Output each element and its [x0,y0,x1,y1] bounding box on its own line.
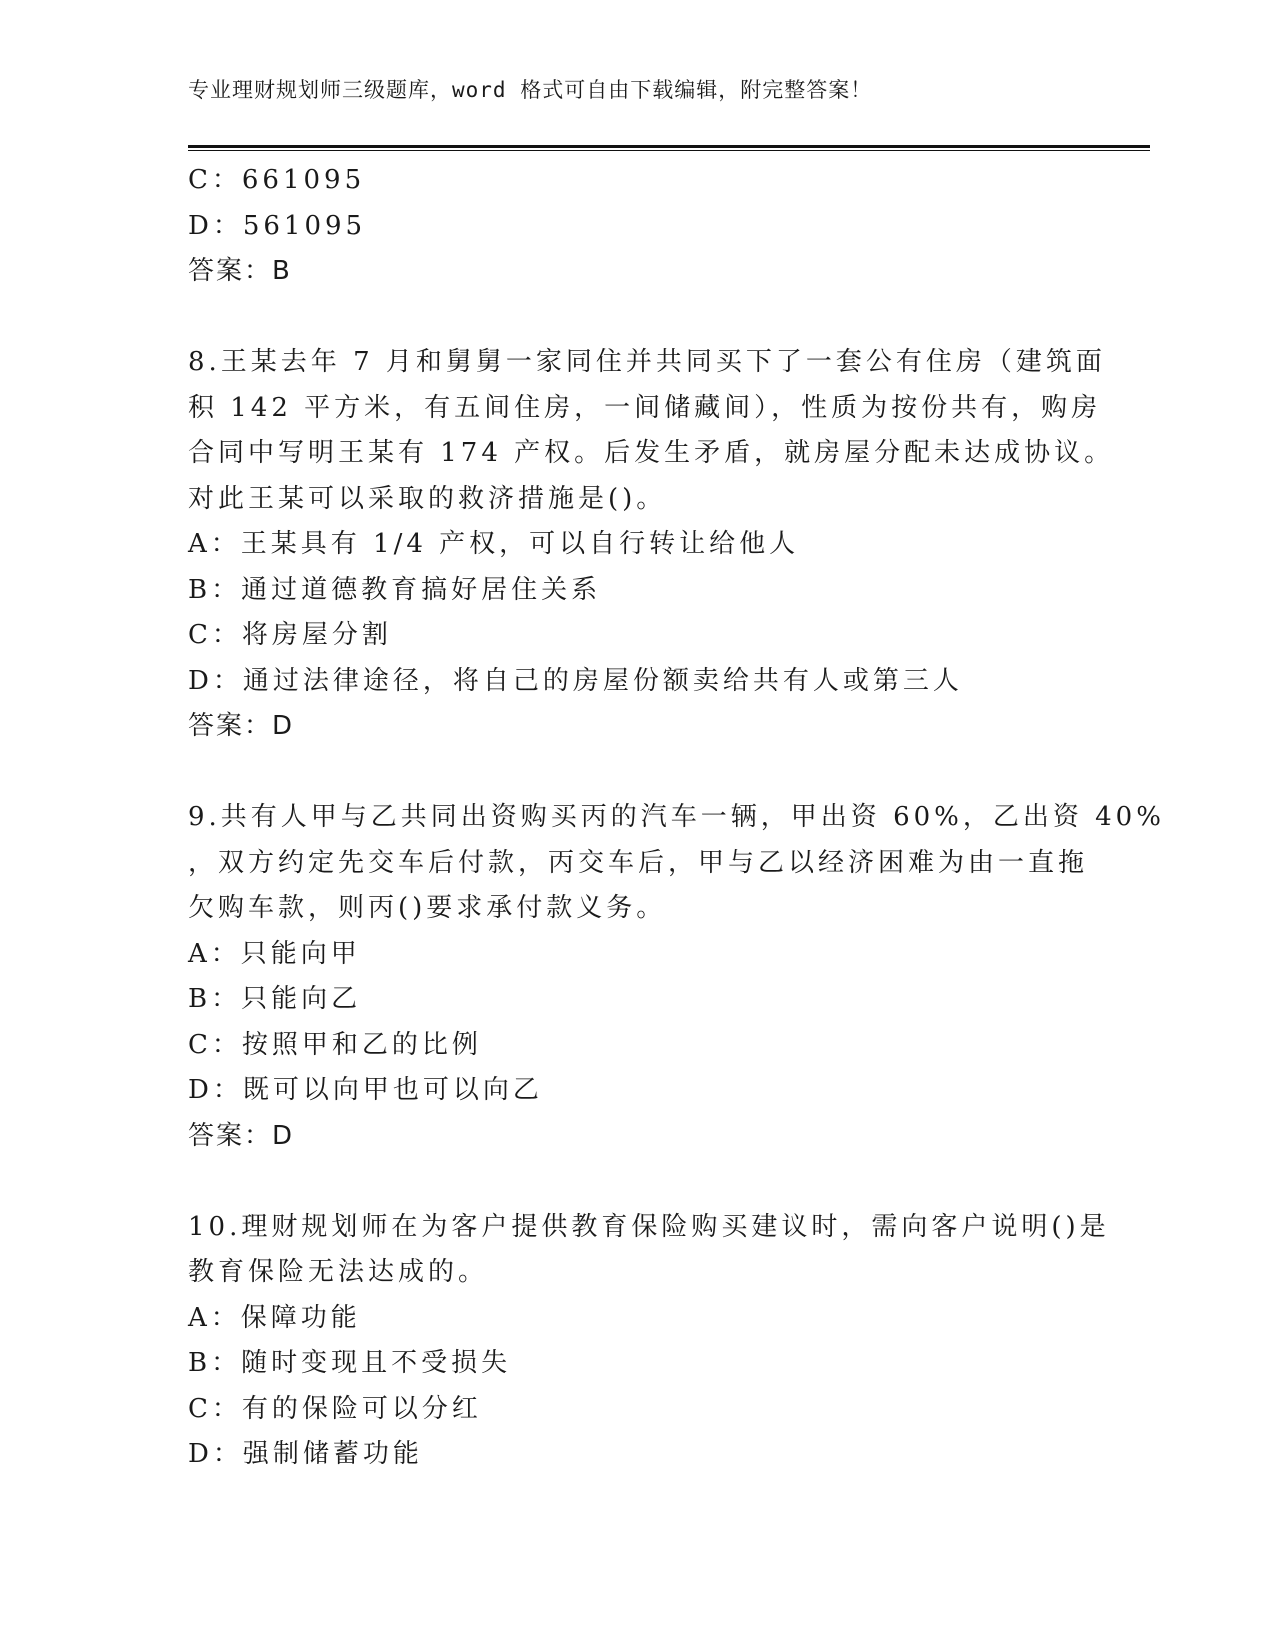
q8-option-c: C：将房屋分割 [188,620,392,650]
question-content [188,158,1165,1478]
header-rule-thick [188,145,1150,148]
q8-option-a: A：王某具有 1/4 产权，可以自行转让给他人 [188,529,800,559]
prev-option-d: D：561095 [188,210,367,241]
q8-stem-line: 积 142 平方米，有五间住房，一间储藏间），性质为按份共有，购房 [188,392,1102,423]
q9-stem-line: 9.共有人甲与乙共同出资购买丙的汽车一辆，甲出资 60%，乙出资 40% [188,802,1165,832]
q8-option-b: B：通过道德教育搞好居住关系 [188,574,602,605]
q10-option-a: A：保障功能 [188,1302,361,1333]
page-header: 专业理财规划师三级题库，word 格式可自由下载编辑，附完整答案！ [188,78,873,102]
q10-option-d: D：强制储蓄功能 [188,1439,423,1469]
spacer [188,295,1088,341]
q9-stem-line: 欠购车款，则丙()要求承付款义务。 [188,893,667,923]
q10-option-b: B：随时变现且不受损失 [188,1348,512,1378]
q9-answer: 答案：D [188,1120,295,1151]
q10-stem-line: 10.理财规划师在为客户提供教育保险购买建议时，需向客户说明()是 [188,1211,1110,1242]
q8-answer: 答案：D [188,711,295,741]
spacer [188,1159,1088,1205]
q8-stem-line: 合同中写明王某有 174 产权。后发生矛盾，就房屋分配未达成协议。 [188,438,1115,468]
prev-option-c: C：661095 [188,165,366,195]
q9-stem-line: ，双方约定先交车后付款，丙交车后，甲与乙以经济困难为由一直拖 [188,847,1089,878]
q8-stem-line: 对此王某可以采取的救济措施是()。 [188,483,667,514]
q10-option-c: C：有的保险可以分红 [188,1393,482,1424]
q8-stem-line: 8.王某去年 7 月和舅舅一家同住并共同买下了一套公有住房（建筑面 [188,347,1106,377]
spacer [188,750,1088,796]
q9-option-d: D：既可以向甲也可以向乙 [188,1075,543,1105]
q10-stem-line: 教育保险无法达成的。 [188,1257,489,1287]
q9-option-a: A：只能向甲 [188,938,361,969]
q8-option-d: D：通过法律途径，将自己的房屋份额卖给共有人或第三人 [188,665,963,696]
q9-option-b: B：只能向乙 [188,984,362,1014]
q9-option-c: C：按照甲和乙的比例 [188,1029,482,1060]
prev-answer: 答案：B [188,256,292,286]
header-rule-thin [188,150,1150,151]
